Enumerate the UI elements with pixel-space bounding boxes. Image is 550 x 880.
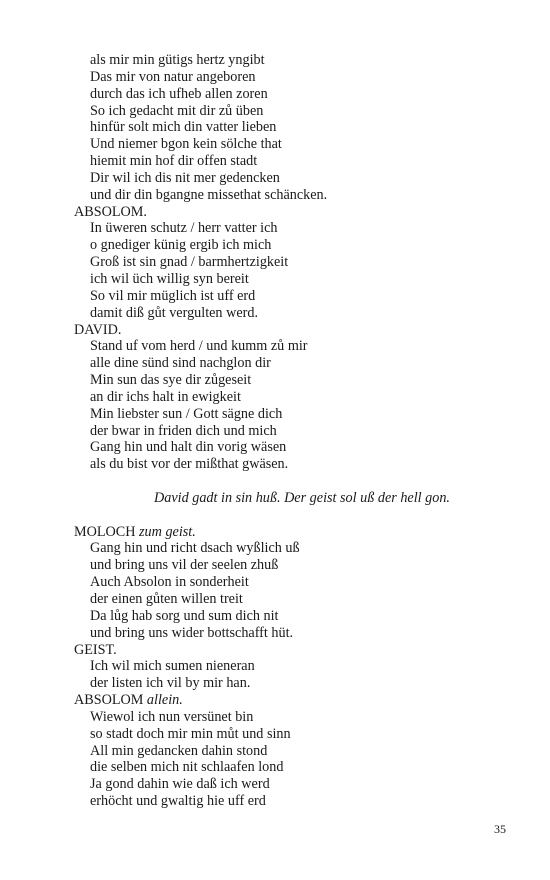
stage-direction: David gadt in sin huß. Der geist sol uß der hell gon. <box>154 489 450 506</box>
spacer <box>74 473 494 490</box>
verse-line: der einen gůten willen treit <box>90 591 243 607</box>
verse-line: Groß ist sin gnad / barmhertzigkeit <box>90 254 289 271</box>
verse-line: erhöcht und gwaltig hie uff erd <box>90 793 266 810</box>
verse-line: o gnediger künig ergib ich mich <box>90 237 272 254</box>
verse-line: die selben mich nit schlaafen lond <box>90 759 284 776</box>
verse-line: Gang hin und halt din vorig wäsen <box>90 439 287 456</box>
verse-line: der listen ich vil by mir han. <box>90 675 251 692</box>
verse-line: durch das ich ufheb allen zoren <box>90 85 268 102</box>
speech-absolom-1 <box>74 204 494 322</box>
verse-line: und bring uns wider bottschafft hüt. <box>90 624 294 641</box>
verse-line: Min liebster sun / Gott sägne dich <box>90 405 283 422</box>
speaker-name: MOLOCH <box>74 523 136 540</box>
verse-line: als du bist vor der mißthat gwäsen. <box>90 456 289 473</box>
verse-line: der bwar in friden dich und mich <box>90 422 277 439</box>
verse-line: Stand uf vom herd / und kumm zů mir <box>90 338 308 355</box>
verse-line: und dir din bgangne missethat schäncken. <box>90 186 328 203</box>
speaker-heading <box>74 692 494 709</box>
speaker-direction: zum geist. <box>139 523 196 540</box>
verse-line: So ich gedacht mit dir zů üben <box>90 102 264 119</box>
verse-line: hinfür solt mich din vatter lieben <box>90 119 277 136</box>
verse-line: Und niemer bgon kein sölche that <box>90 136 282 153</box>
verse-line: Ich wil mich sumen nieneran <box>90 658 255 675</box>
verse-line: Gang hin und richt dsach wyßlich uß <box>90 540 300 557</box>
speech-geist <box>74 642 494 693</box>
verse-line: damit diß gůt vergulten werd. <box>90 304 258 321</box>
speech-continuation <box>74 52 494 204</box>
speaker-name: ABSOLOM. <box>74 203 147 220</box>
speaker-heading <box>74 524 494 541</box>
speaker-name: DAVID. <box>74 321 122 338</box>
verse-line: Min sun das sye dir zůgeseit <box>90 372 252 389</box>
verse-line: an dir ichs halt in ewigkeit <box>90 388 241 405</box>
verse-line: und bring uns vil der seelen zhuß <box>90 557 279 574</box>
verse-line: hiemit min hof dir offen stadt <box>90 153 258 170</box>
spacer <box>74 507 494 524</box>
speaker-name: ABSOLOM <box>74 692 144 709</box>
verse-line: Das mir von natur angeboren <box>90 68 256 85</box>
verse-line: Auch Absolon in sonderheit <box>90 574 249 591</box>
verse-line: All min gedancken dahin stond <box>90 742 268 759</box>
speech-absolom-2 <box>74 692 494 810</box>
verse-line: Ja gond dahin wie daß ich werd <box>90 776 270 793</box>
verse-line: Wiewol ich nun versünet bin <box>90 708 254 725</box>
verse-line: so stadt doch mir min můt und sinn <box>90 725 291 742</box>
verse-line: als mir min gütigs hertz yngibt <box>90 52 265 68</box>
speech-david <box>74 322 494 474</box>
verse-line: So vil mir müglich ist uff erd <box>90 287 256 304</box>
speaker-name: GEIST. <box>74 641 117 658</box>
verse-line: Dir wil ich dis nit mer gedencken <box>90 169 280 186</box>
speech-moloch <box>74 524 494 642</box>
play-text <box>74 52 494 810</box>
speaker-direction: allein. <box>146 692 183 709</box>
verse-line: alle dine sünd sind nachglon dir <box>90 355 271 372</box>
page-number: 35 <box>494 822 506 836</box>
verse-line: In üweren schutz / herr vatter ich <box>90 220 278 237</box>
verse-line: Da lůg hab sorg und sum dich nit <box>90 607 279 624</box>
verse-line: ich wil üch willig syn bereit <box>90 270 249 287</box>
